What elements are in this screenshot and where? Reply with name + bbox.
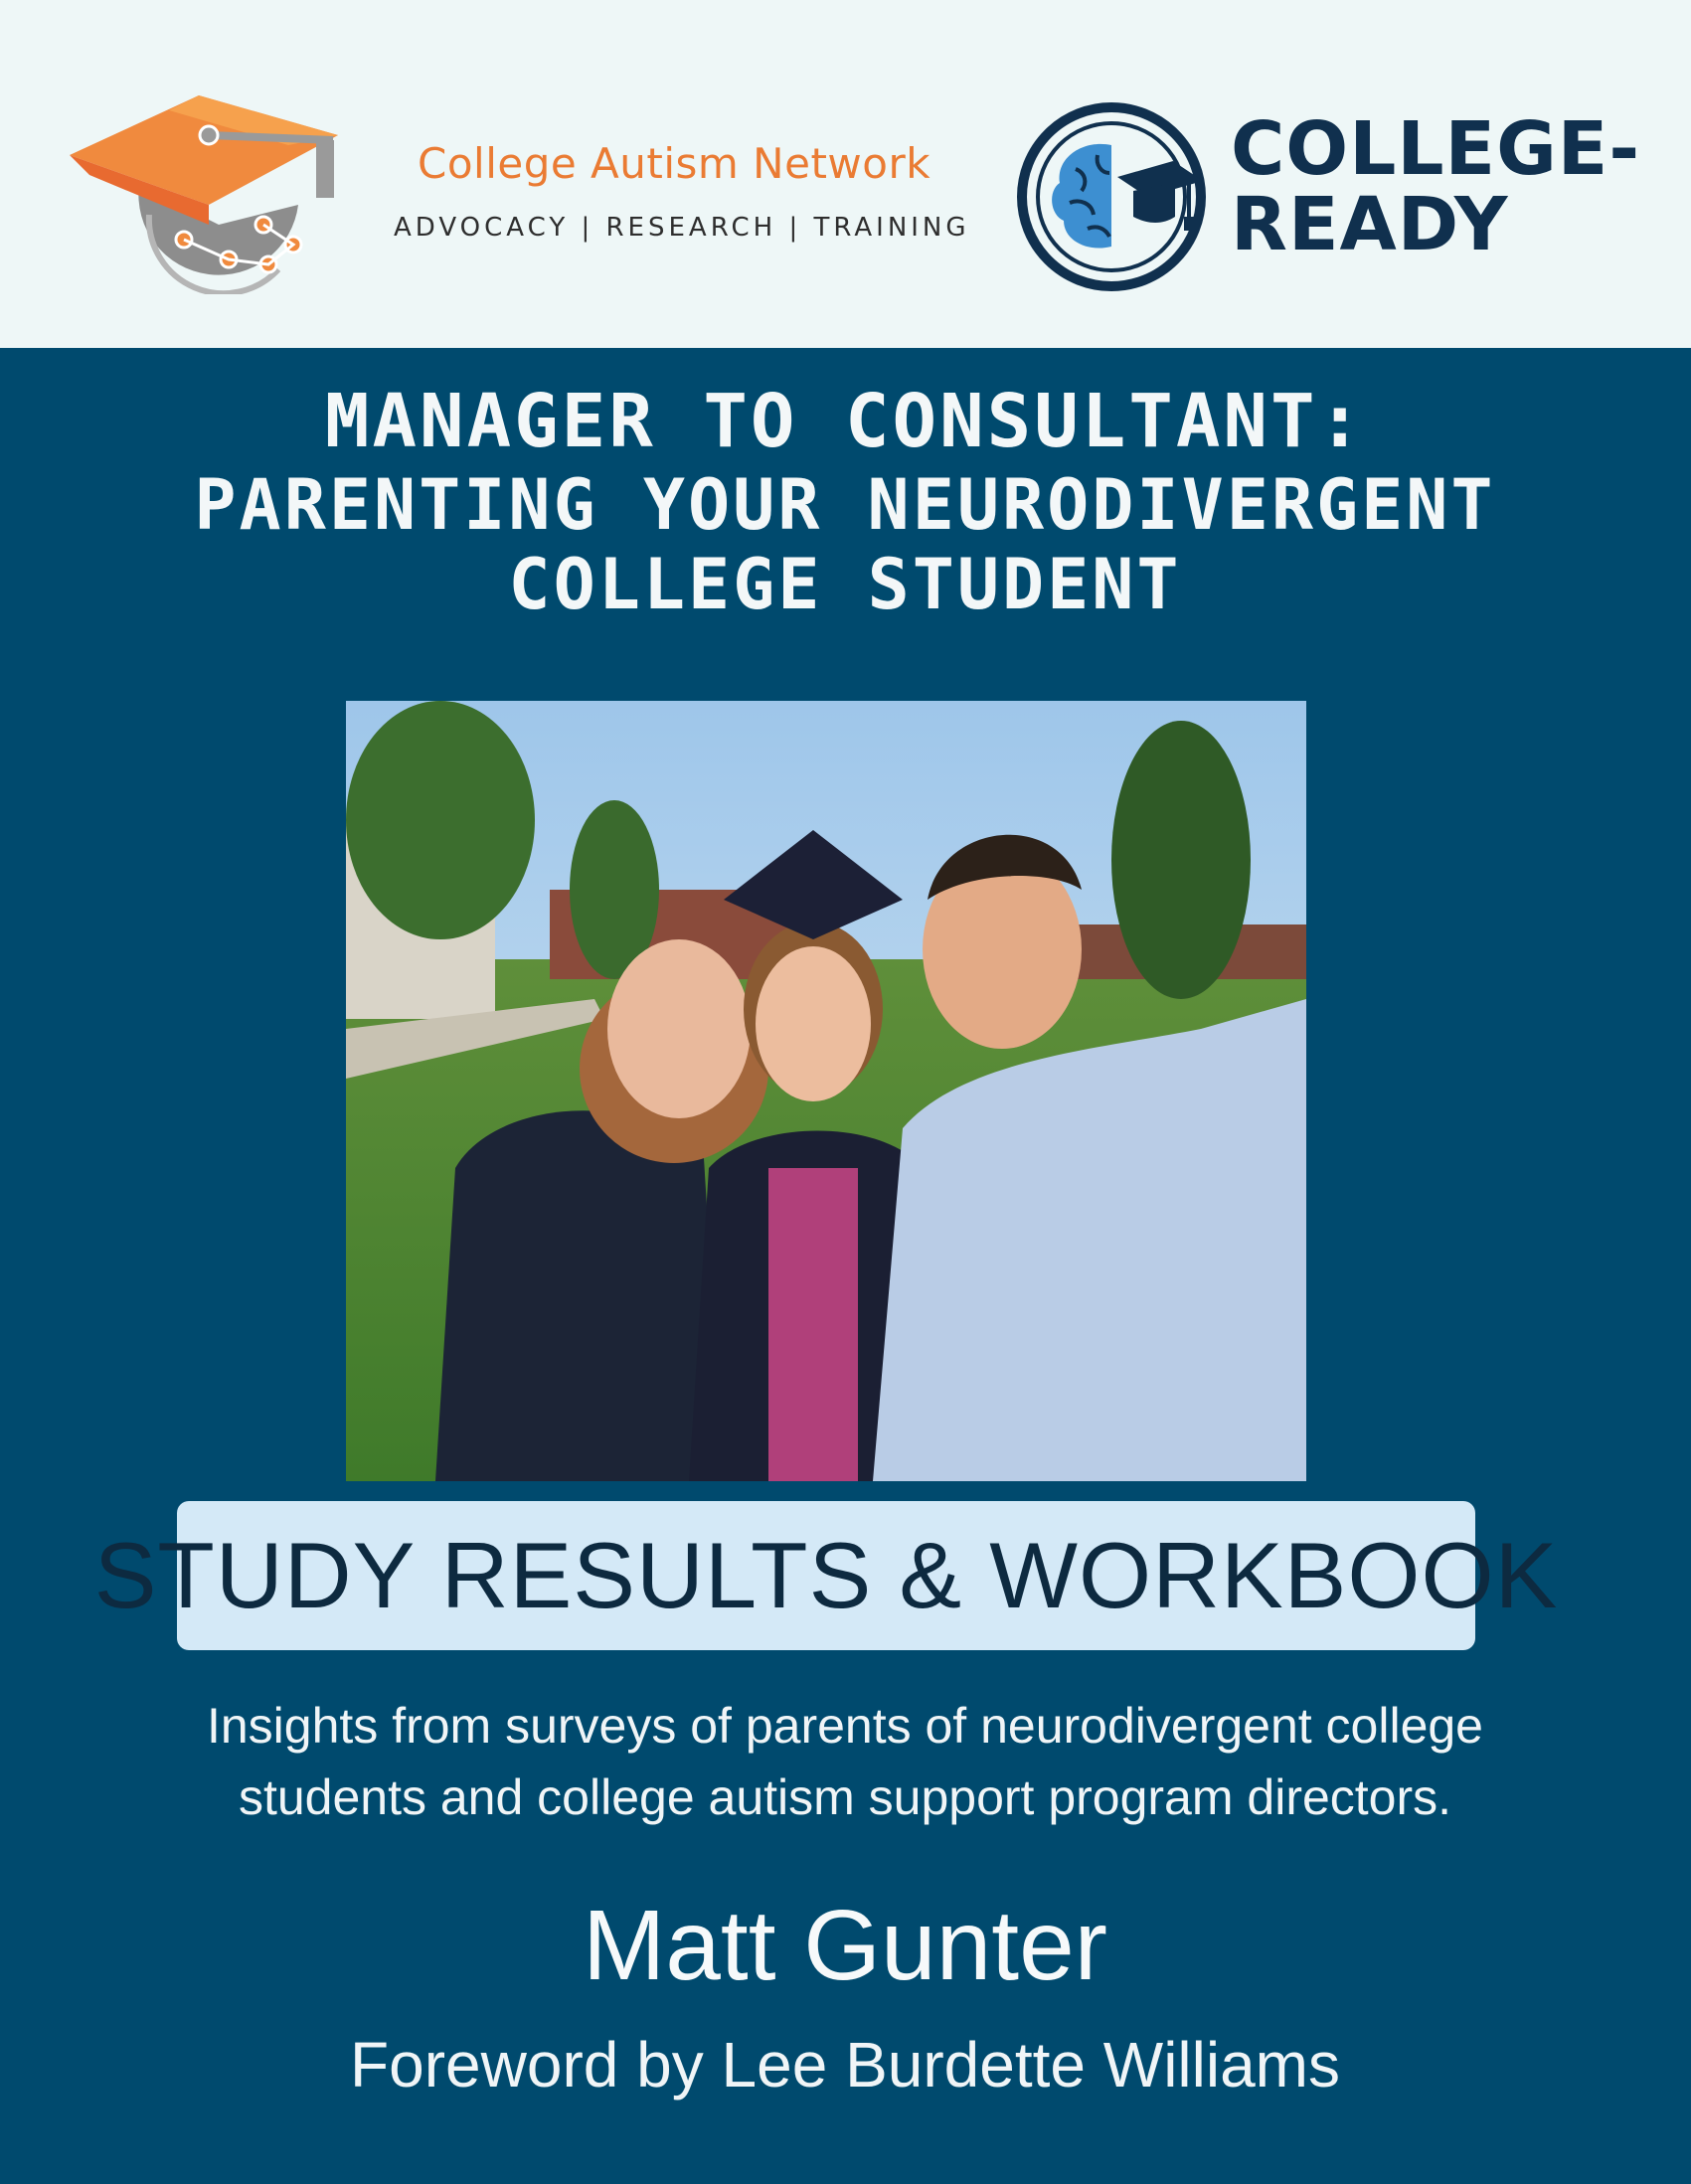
- subtitle-line2: students and college autism support program directors.: [238, 1769, 1452, 1825]
- subtitle: [99, 1690, 1591, 1833]
- college-ready-line1: COLLEGE-: [1231, 106, 1641, 192]
- college-ready-wordmark: [1231, 106, 1668, 267]
- college-ready-line2: READY: [1231, 182, 1509, 267]
- foreword-credit: Foreword by Lee Burdette Williams: [350, 2029, 1340, 2100]
- title-line2: PARENTING YOUR NEURODIVERGENT: [194, 464, 1496, 546]
- workbook-banner-label: STUDY RESULTS & WORKBOOK: [93, 1523, 1559, 1627]
- author-name: Matt Gunter: [583, 1890, 1107, 2001]
- header-band: [0, 0, 1691, 348]
- graduation-cap-globe-icon: [70, 76, 348, 294]
- title-line3: COLLEGE STUDENT: [508, 544, 1182, 625]
- college-autism-network-tagline: ADVOCACY | RESEARCH | TRAINING: [394, 213, 970, 243]
- workbook-banner: [93, 1501, 1559, 1650]
- brain-graduation-cap-icon: [1014, 99, 1209, 294]
- subtitle-line1: Insights from surveys of parents of neurodivergent college: [206, 1698, 1483, 1754]
- book-title: [99, 378, 1591, 624]
- graduation-selfie-photo: [346, 701, 1306, 1481]
- title-line1: MANAGER TO CONSULTANT:: [324, 379, 1366, 464]
- college-autism-network-name: College Autism Network: [418, 139, 931, 188]
